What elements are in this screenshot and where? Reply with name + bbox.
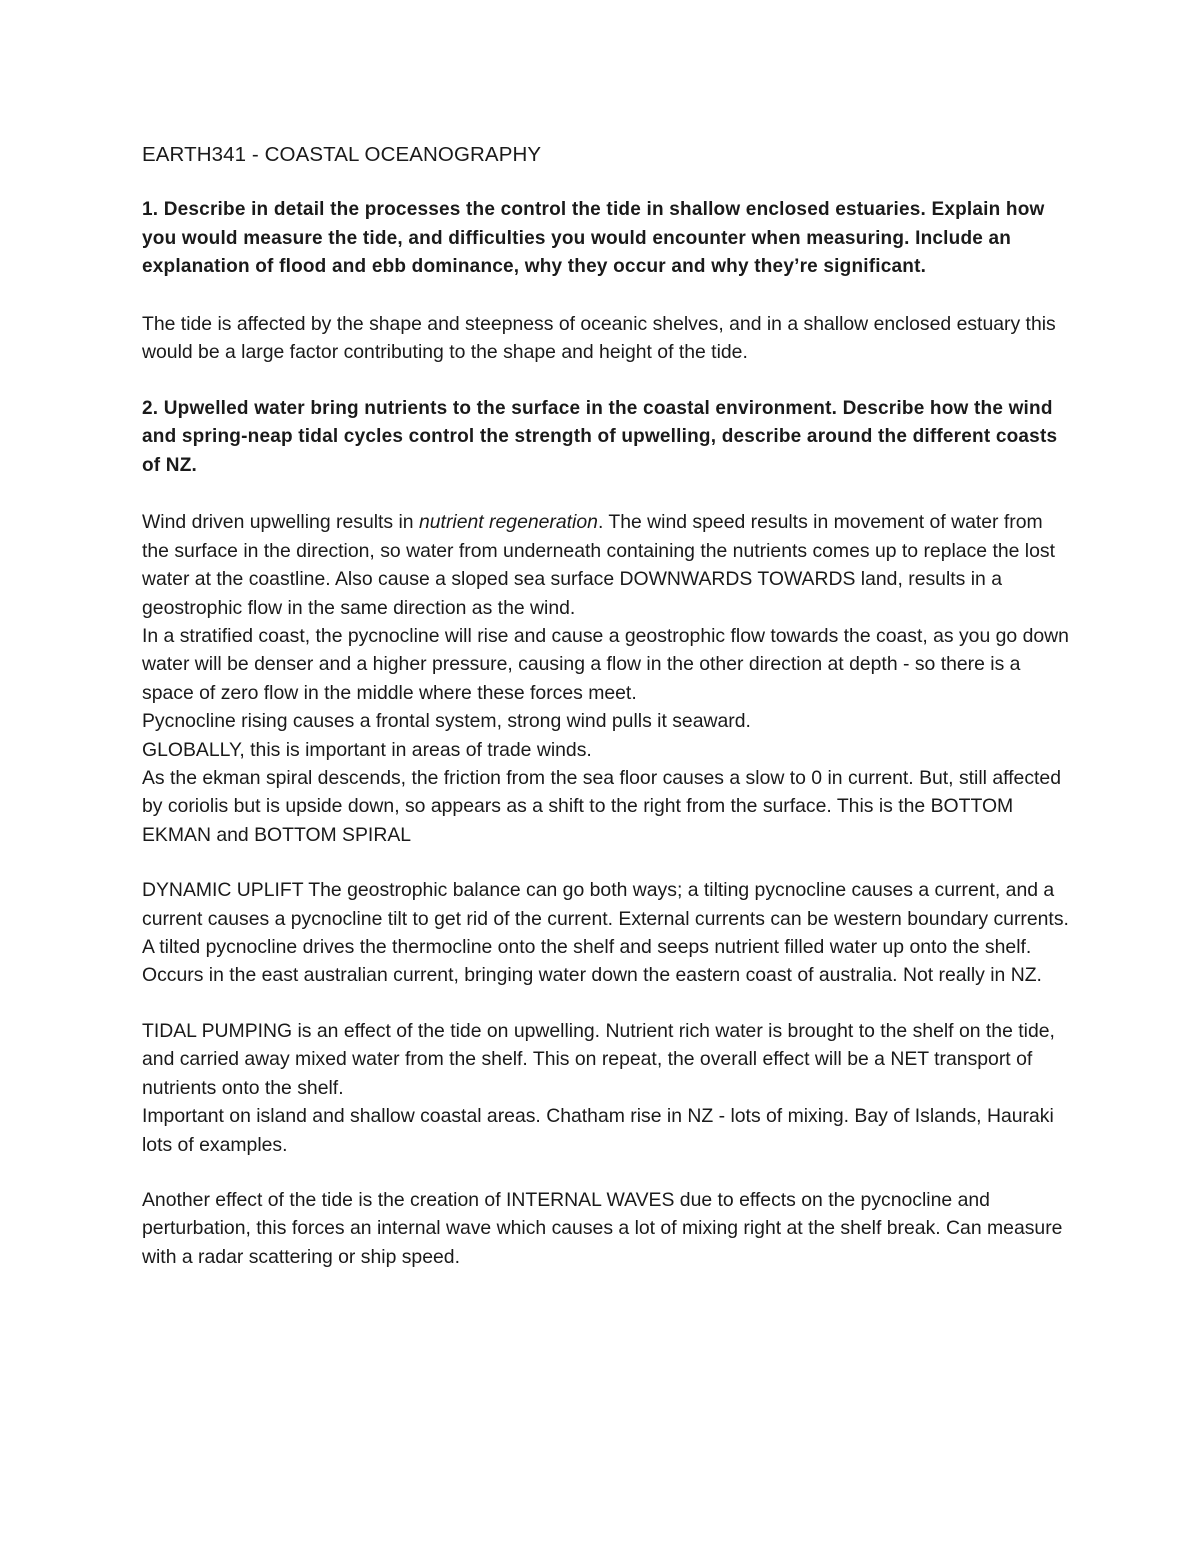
- document-page: [142, 140, 1072, 1271]
- answer-2-paragraph-6: DYNAMIC UPLIFT The geostrophic balance can go both ways; a tilting pycnocline causes a current, and a current causes a pycnocline tilt to get rid of the current. External currents can be western boundary currents. A tilted pycnocline drives the thermocline onto the shelf and seeps nutrient filled water up onto the shelf.: [142, 879, 1069, 959]
- answer-2-paragraph-5: As the ekman spiral descends, the friction from the sea floor causes a slow to 0 in current. But, still affected by coriolis but is upside down, so appears as a shift to the right from the surface. This is the BOTTOM EKMAN and BOTTOM SPIRAL: [142, 767, 1061, 846]
- answer-2-p1-pre: Wind driven upwelling results in: [142, 511, 419, 534]
- answer-2-paragraph-10: Another effect of the tide is the creation of INTERNAL WAVES due to effects on the pycnocline and perturbation, this forces an internal wave which causes a lot of mixing right at the shelf break. Can measure with a radar scattering or ship speed.: [142, 1188, 1063, 1268]
- answer-2-paragraph-1: [142, 508, 1072, 622]
- answer-2-paragraph-4: GLOBALLY, this is important in areas of trade winds.: [142, 738, 592, 761]
- document-title: EARTH341 - COASTAL OCEANOGRAPHY: [142, 143, 542, 166]
- answer-2-paragraph-9: Important on island and shallow coastal areas. Chatham rise in NZ - lots of mixing. Bay of Islands, Hauraki lots of examples.: [142, 1105, 1054, 1156]
- question-2: 2. Upwelled water bring nutrients to the surface in the coastal environment. Describe how the wind and spring-neap tidal cycles control the strength of upwelling, describe around the different coasts of NZ.: [142, 397, 1058, 476]
- answer-2-paragraph-8: TIDAL PUMPING is an effect of the tide on upwelling. Nutrient rich water is brought to the shelf on the tide, and carried away mixed water from the shelf. This on repeat, the overall effect will be a NET transport of nutrients onto the shelf.: [142, 1019, 1055, 1099]
- answer-2-paragraph-7: Occurs in the east australian current, bringing water down the eastern coast of australia. Not really in NZ.: [142, 964, 1042, 987]
- answer-2-paragraph-3: Pycnocline rising causes a frontal system, strong wind pulls it seaward.: [142, 710, 751, 733]
- question-1: 1. Describe in detail the processes the control the tide in shallow enclosed estuaries. Explain how you would measure the tide, and difficulties you would encounter when measuring. Include an explanation of flood and ebb dominance, why they occur and why they’re significant.: [142, 199, 1045, 278]
- answer-2-p1-emphasis: nutrient regeneration: [418, 511, 598, 534]
- answer-2-p1-post: . The wind speed results in movement of water from the surface in the direction, so water from underneath containing the nutrients comes up to replace the lost water at the coastline. Also cause a sloped sea surface DOWNWARDS TOWARDS land, results in a geostrophic flow in the same direction as the wind.: [142, 511, 1055, 619]
- answer-2-paragraph-2: In a stratified coast, the pycnocline will rise and cause a geostrophic flow towards the coast, as you go down water will be denser and a higher pressure, causing a flow in the other direction at depth - so there is a space of zero flow in the middle where these forces meet.: [142, 625, 1069, 704]
- answer-1: The tide is affected by the shape and steepness of oceanic shelves, and in a shallow enclosed estuary this would be a large factor contributing to the shape and height of the tide.: [142, 312, 1056, 364]
